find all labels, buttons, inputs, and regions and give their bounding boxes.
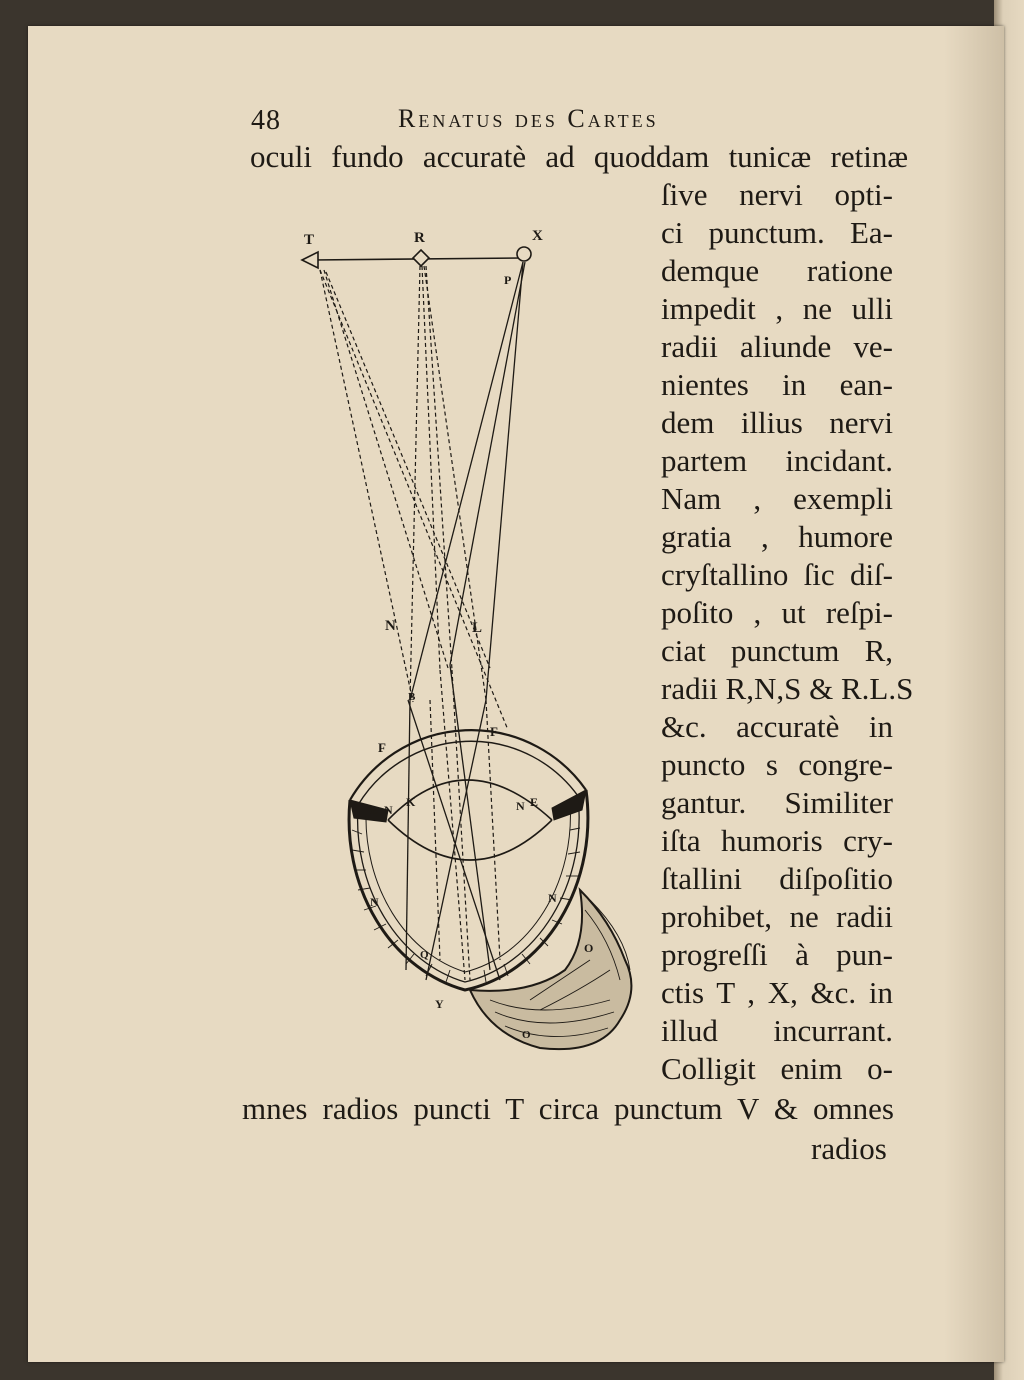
figure-label: F [378, 740, 386, 755]
figure-label: N [384, 803, 393, 817]
column-line: Colligit enim o- [661, 1051, 893, 1086]
column-line: poſito , ut reſpi- [661, 595, 893, 630]
column-line: demque ratione [661, 253, 893, 288]
column-line: puncto s congre- [661, 747, 893, 782]
column-line: dem illius nervi [661, 405, 893, 440]
figure-label: P [504, 273, 512, 287]
figure-label: K [406, 795, 416, 809]
column-line: radii R,N,S & R.L.S [661, 671, 914, 706]
gutter-shadow [944, 26, 1004, 1362]
figure-label: E [370, 803, 379, 817]
column-line: gantur. Similiter [661, 785, 893, 820]
figure-label: Y [435, 997, 444, 1011]
figure-label: N [516, 799, 525, 813]
figure-label: Q [420, 949, 429, 961]
column-line: iſta humoris cry- [661, 823, 893, 858]
figure-label: N [385, 618, 396, 634]
figure-label: X [532, 228, 543, 244]
column-line: ci punctum. Ea- [661, 215, 893, 250]
figure-label: O [584, 941, 594, 955]
column-line: Nam , exempli [661, 481, 893, 516]
column-line: prohibet, ne radii [661, 899, 893, 934]
column-line: gratia , humore [661, 519, 893, 554]
column-line: nientes in ean- [661, 367, 893, 402]
eye-diagram [290, 200, 710, 1060]
column-line: &c. accuratè in [661, 709, 893, 744]
column-line: ſtallini diſpoſitio [661, 861, 893, 896]
text-line-closing: mnes radios puncti T circa punctum V & omnes [242, 1091, 894, 1126]
figure-label: N [548, 891, 557, 905]
figure-label: B [408, 691, 416, 703]
page-number: 48 [251, 105, 281, 136]
column-line: ciat punctum R, [661, 633, 893, 668]
column-line: cryſtallino ſic diſ- [661, 557, 893, 592]
book-page [28, 26, 1004, 1362]
figure-label: T [304, 232, 315, 248]
running-title: Renatus des Cartes [398, 104, 659, 133]
column-line: ſive nervi opti- [661, 177, 893, 212]
figure-label: E [530, 795, 539, 809]
figure-label: N [370, 895, 379, 909]
figure-label: L [472, 620, 483, 636]
figure-label: R [414, 230, 425, 246]
catchword: radios [811, 1131, 887, 1166]
figure-label: O [522, 1029, 531, 1041]
figure-label: F [490, 724, 498, 739]
column-line: radii aliunde ve- [661, 329, 893, 364]
column-line: progreſſi à pun- [661, 937, 893, 972]
column-line: impedit , ne ulli [661, 291, 893, 326]
column-line: illud incurrant. [661, 1013, 893, 1048]
column-line: ctis T , X, &c. in [661, 975, 893, 1010]
text-line-first: oculi fundo accuratè ad quoddam tunicæ retinæ [250, 139, 908, 174]
column-line: partem incidant. [661, 443, 893, 478]
